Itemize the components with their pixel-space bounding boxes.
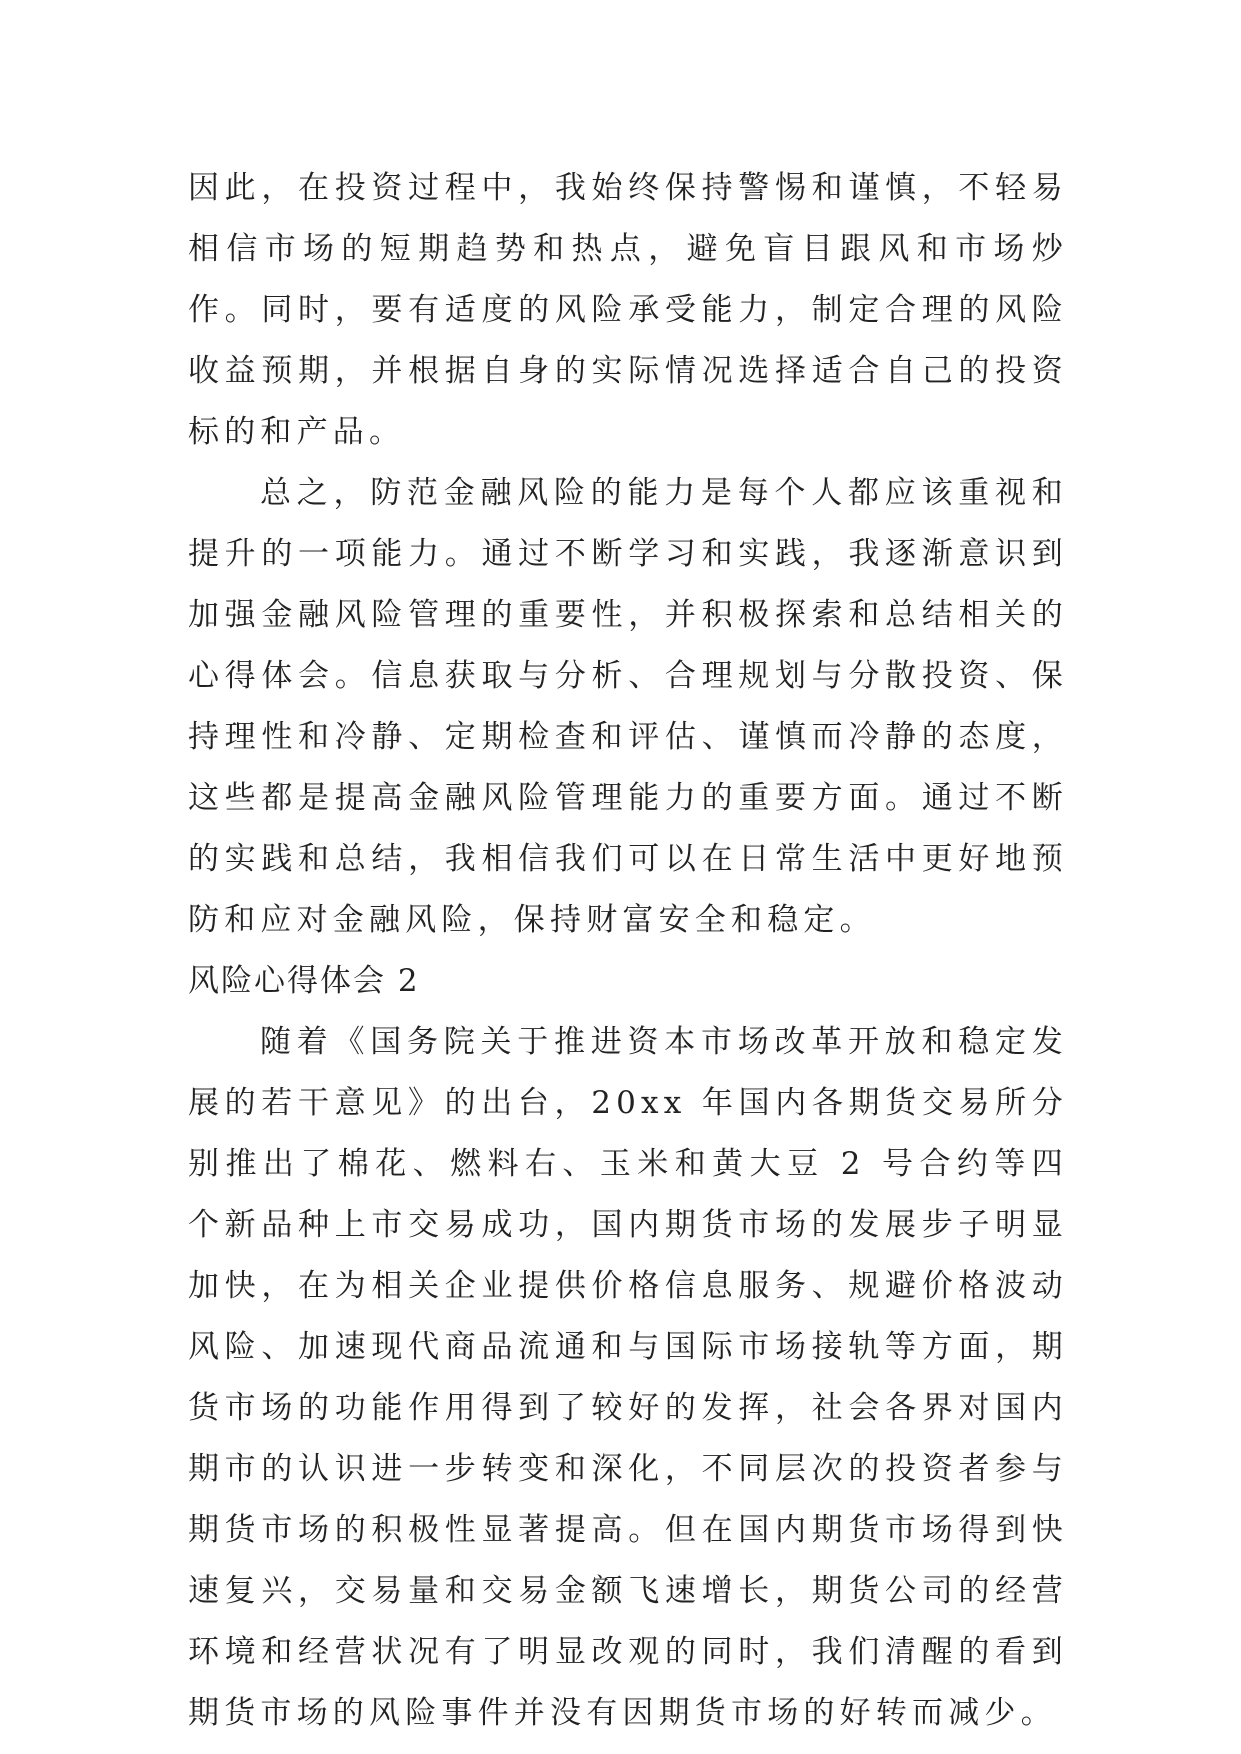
document-body [188, 158, 1068, 1744]
paragraph-futures-market: 随着《国务院关于推进资本市场改革开放和稳定发展的若干意见》的出台，20xx 年国内各期货交易所分别推出了棉花、燃料右、玉米和黄大豆 2 号合约等四个新品种上市交易成功，国内期货市场的发展步子明显加快，在为相关企业提供价格信息服务、规避价格波动风险、加速现代商品流通和与国际市场接轨等方面，期货市场的功能作用得到了较好的发挥，社会各界对国内期市的认识进一步转变和深化，不同层次的投资者参与期货市场的积极性显著提高。但在国内期货市场得到快速复兴，交易量和交易金额飞速增长，期货公司的经营环境和经营状况有了明显改观的同时，我们清醒的看到期货市场的风险事件并没有因期货市场的好转而减少。 [188, 1024, 1068, 1731]
paragraph-investment-caution: 因此，在投资过程中，我始终保持警惕和谨慎，不轻易相信市场的短期趋势和热点，避免盲目跟风和市场炒作。同时，要有适度的风险承受能力，制定合理的风险收益预期，并根据自身的实际情况选择适合自己的投资标的和产品。 [188, 170, 1068, 450]
paragraph-summary: 总之，防范金融风险的能力是每个人都应该重视和提升的一项能力。通过不断学习和实践，我逐渐意识到加强金融风险管理的重要性，并积极探索和总结相关的心得体会。信息获取与分析、合理规划与分散投资、保持理性和冷静、定期检查和评估、谨慎而冷静的态度，这些都是提高金融风险管理能力的重要方面。通过不断的实践和总结，我相信我们可以在日常生活中更好地预防和应对金融风险，保持财富安全和稳定。 [188, 475, 1068, 938]
section-heading: 风险心得体会 2 [188, 963, 420, 999]
